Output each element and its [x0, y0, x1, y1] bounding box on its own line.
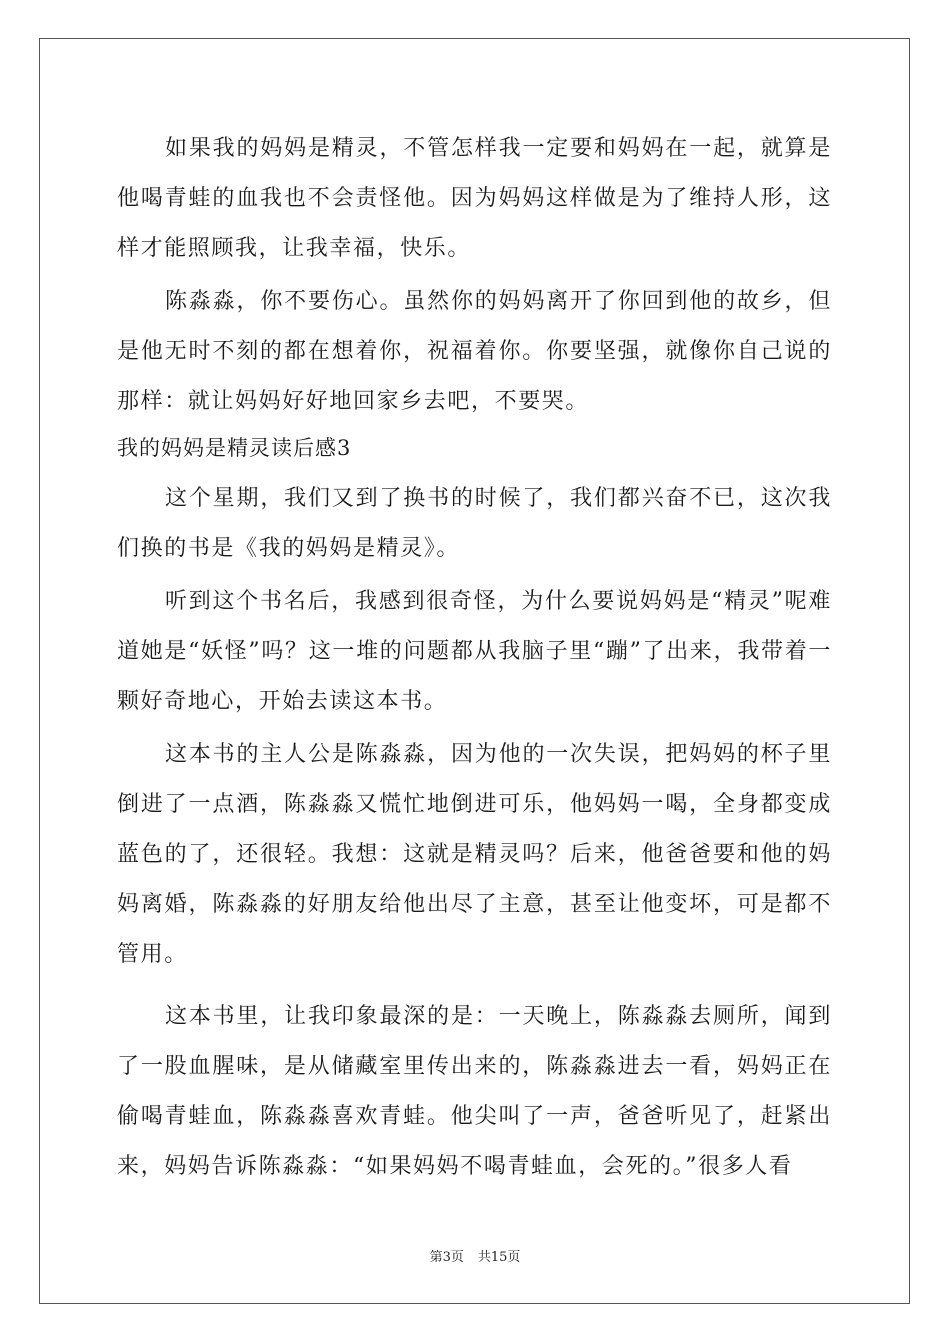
page-total: 共15页: [477, 1250, 521, 1265]
document-body: [117, 124, 832, 1192]
paragraph: 听到这个书名后，我感到很奇怪，为什么要说妈妈是“精灵”呢难道她是“妖怪”吗？这一堆的问题都从我脑子里“蹦”了出来，我带着一颗好奇地心，开始去读这本书。: [117, 589, 832, 714]
paragraph: 如果我的妈妈是精灵，不管怎样我一定要和妈妈在一起，就算是他喝青蛙的血我也不会责怪他。因为妈妈这样做是为了维持人形，这样才能照顾我，让我幸福，快乐。: [117, 136, 832, 261]
paragraph: 这本书里，让我印象最深的是：一天晚上，陈淼淼去厕所，闻到了一股血腥味，是从储藏室里传出来的，陈淼淼进去一看，妈妈正在偷喝青蛙血，陈淼淼喜欢青蛙。他尖叫了一声，爸爸听见了，赶紧出来，妈妈告诉陈淼淼：“如果妈妈不喝青蛙血，会死的。”很多人看: [117, 1004, 832, 1179]
section-heading: 我的妈妈是精灵读后感3: [117, 436, 352, 460]
page-number: 第3页: [429, 1250, 464, 1265]
page-footer: [0, 1246, 950, 1265]
paragraph: 这个星期，我们又到了换书的时候了，我们都兴奋不已，这次我们换的书是《我的妈妈是精灵》。: [117, 486, 832, 561]
paragraph: 这本书的主人公是陈淼淼，因为他的一次失误，把妈妈的杯子里倒进了一点酒，陈淼淼又慌忙地倒进可乐，他妈妈一喝，全身都变成蓝色的了，还很轻。我想：这就是精灵吗？后来，他爸爸要和他的妈妈离婚，陈淼淼的好朋友给他出尽了主意，甚至让他变坏，可是都不管用。: [117, 742, 832, 967]
paragraph: 陈淼淼，你不要伤心。虽然你的妈妈离开了你回到他的故乡，但是他无时不刻的都在想着你，祝福着你。你要坚强，就像你自己说的那样：就让妈妈好好地回家乡去吧，不要哭。: [117, 289, 832, 414]
